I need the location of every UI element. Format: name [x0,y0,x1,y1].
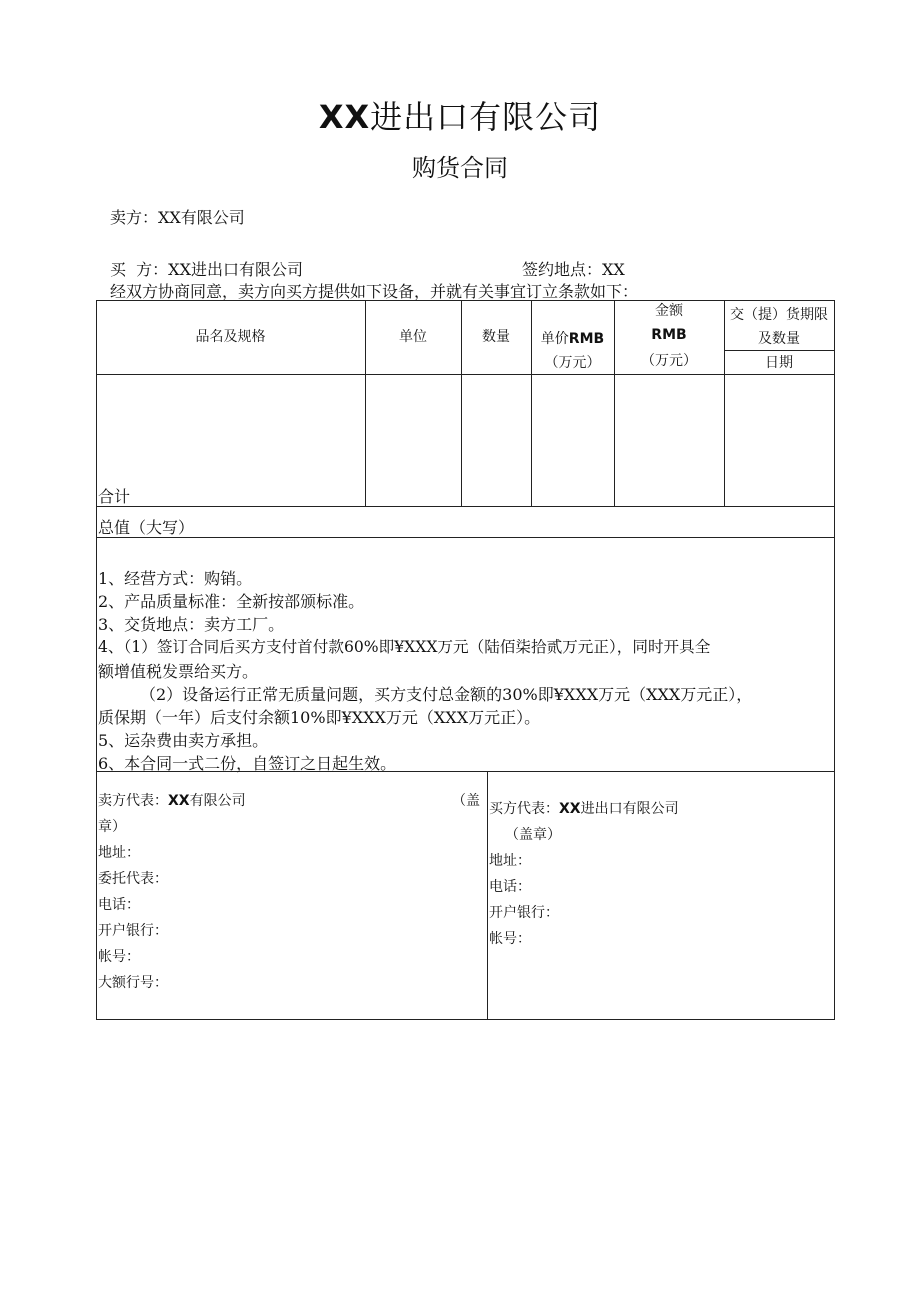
term-6: 6、本合同一式二份，自签订之日起生效。 [98,754,397,773]
seller-phone: 电话： [98,897,140,913]
term-5: 5、运杂费由卖方承担。 [98,731,269,750]
seller-address: 地址： [98,845,140,861]
total-value-label: 总值（大写） [98,518,195,537]
term-4-line1: 4、（1）签订合同后买方支付首付款60%即¥XXX万元（陆佰柒拾贰万元正），同时开具全 [98,638,711,656]
header-amount-rmb: RMB [651,327,687,343]
buyer-address: 地址： [489,853,531,869]
seller-account: 帐号： [98,949,140,965]
sign-place: 签约地点：XX [522,260,625,279]
seller-line: 卖方：XX有限公司 [110,208,245,227]
total-label: 合计 [98,487,131,506]
buyer-phone: 电话： [489,879,531,895]
term-1: 1、经营方式：购销。 [98,569,253,588]
term-4-part2-line2: 质保期（一年）后支付余额10%即¥XXX万元（XXX万元正）。 [98,708,541,727]
seller-bank: 开户银行： [98,923,168,939]
buyer-bank: 开户银行： [489,905,559,921]
term-3: 3、交货地点：卖方工厂。 [98,615,285,634]
seller-rep: 卖方代表：XX有限公司 [98,793,246,809]
header-delivery-term: 交（提）货期限 [730,307,828,323]
company-title [0,92,920,138]
company-prefix: XX [318,98,371,136]
intro-text: 经双方协商同意，卖方向买方提供如下设备，并就有关事宜订立条款如下： [110,282,639,301]
term-4-part2-line1: （2）设备运行正常无质量问题，买方支付总金额的30%即¥XXX万元（XXX万元正）， [140,685,753,704]
header-quantity: 数量 [482,329,510,345]
header-amount: 金额 [655,303,683,319]
document-title: 购货合同 [412,154,508,182]
header-unit-price-unit: （万元） [544,355,601,371]
company-name-rest: 进出口有限公司 [370,98,602,136]
header-delivery-qty: 及数量 [758,331,800,347]
term-4-line2: 额增值税发票给买方。 [98,662,259,681]
header-name-spec: 品名及规格 [195,329,266,345]
seller-agent: 委托代表： [98,871,168,887]
seller-stamp-1: （盖 [452,793,480,809]
buyer-stamp: （盖章） [505,827,561,843]
term-2: 2、产品质量标准：全新按部颁标准。 [98,592,365,611]
header-delivery-date: 日期 [765,355,793,371]
header-unit-price: 单价RMB [540,331,605,347]
buyer-rep: 买方代表：XX进出口有限公司 [489,801,679,817]
header-amount-unit: （万元） [641,353,697,369]
header-unit: 单位 [399,329,427,345]
buyer-line: 买 方：XX进出口有限公司 [110,260,303,279]
seller-large-bank: 大额行号： [98,975,168,991]
seller-stamp-2: 章） [98,819,126,835]
buyer-account: 帐号： [489,931,531,947]
